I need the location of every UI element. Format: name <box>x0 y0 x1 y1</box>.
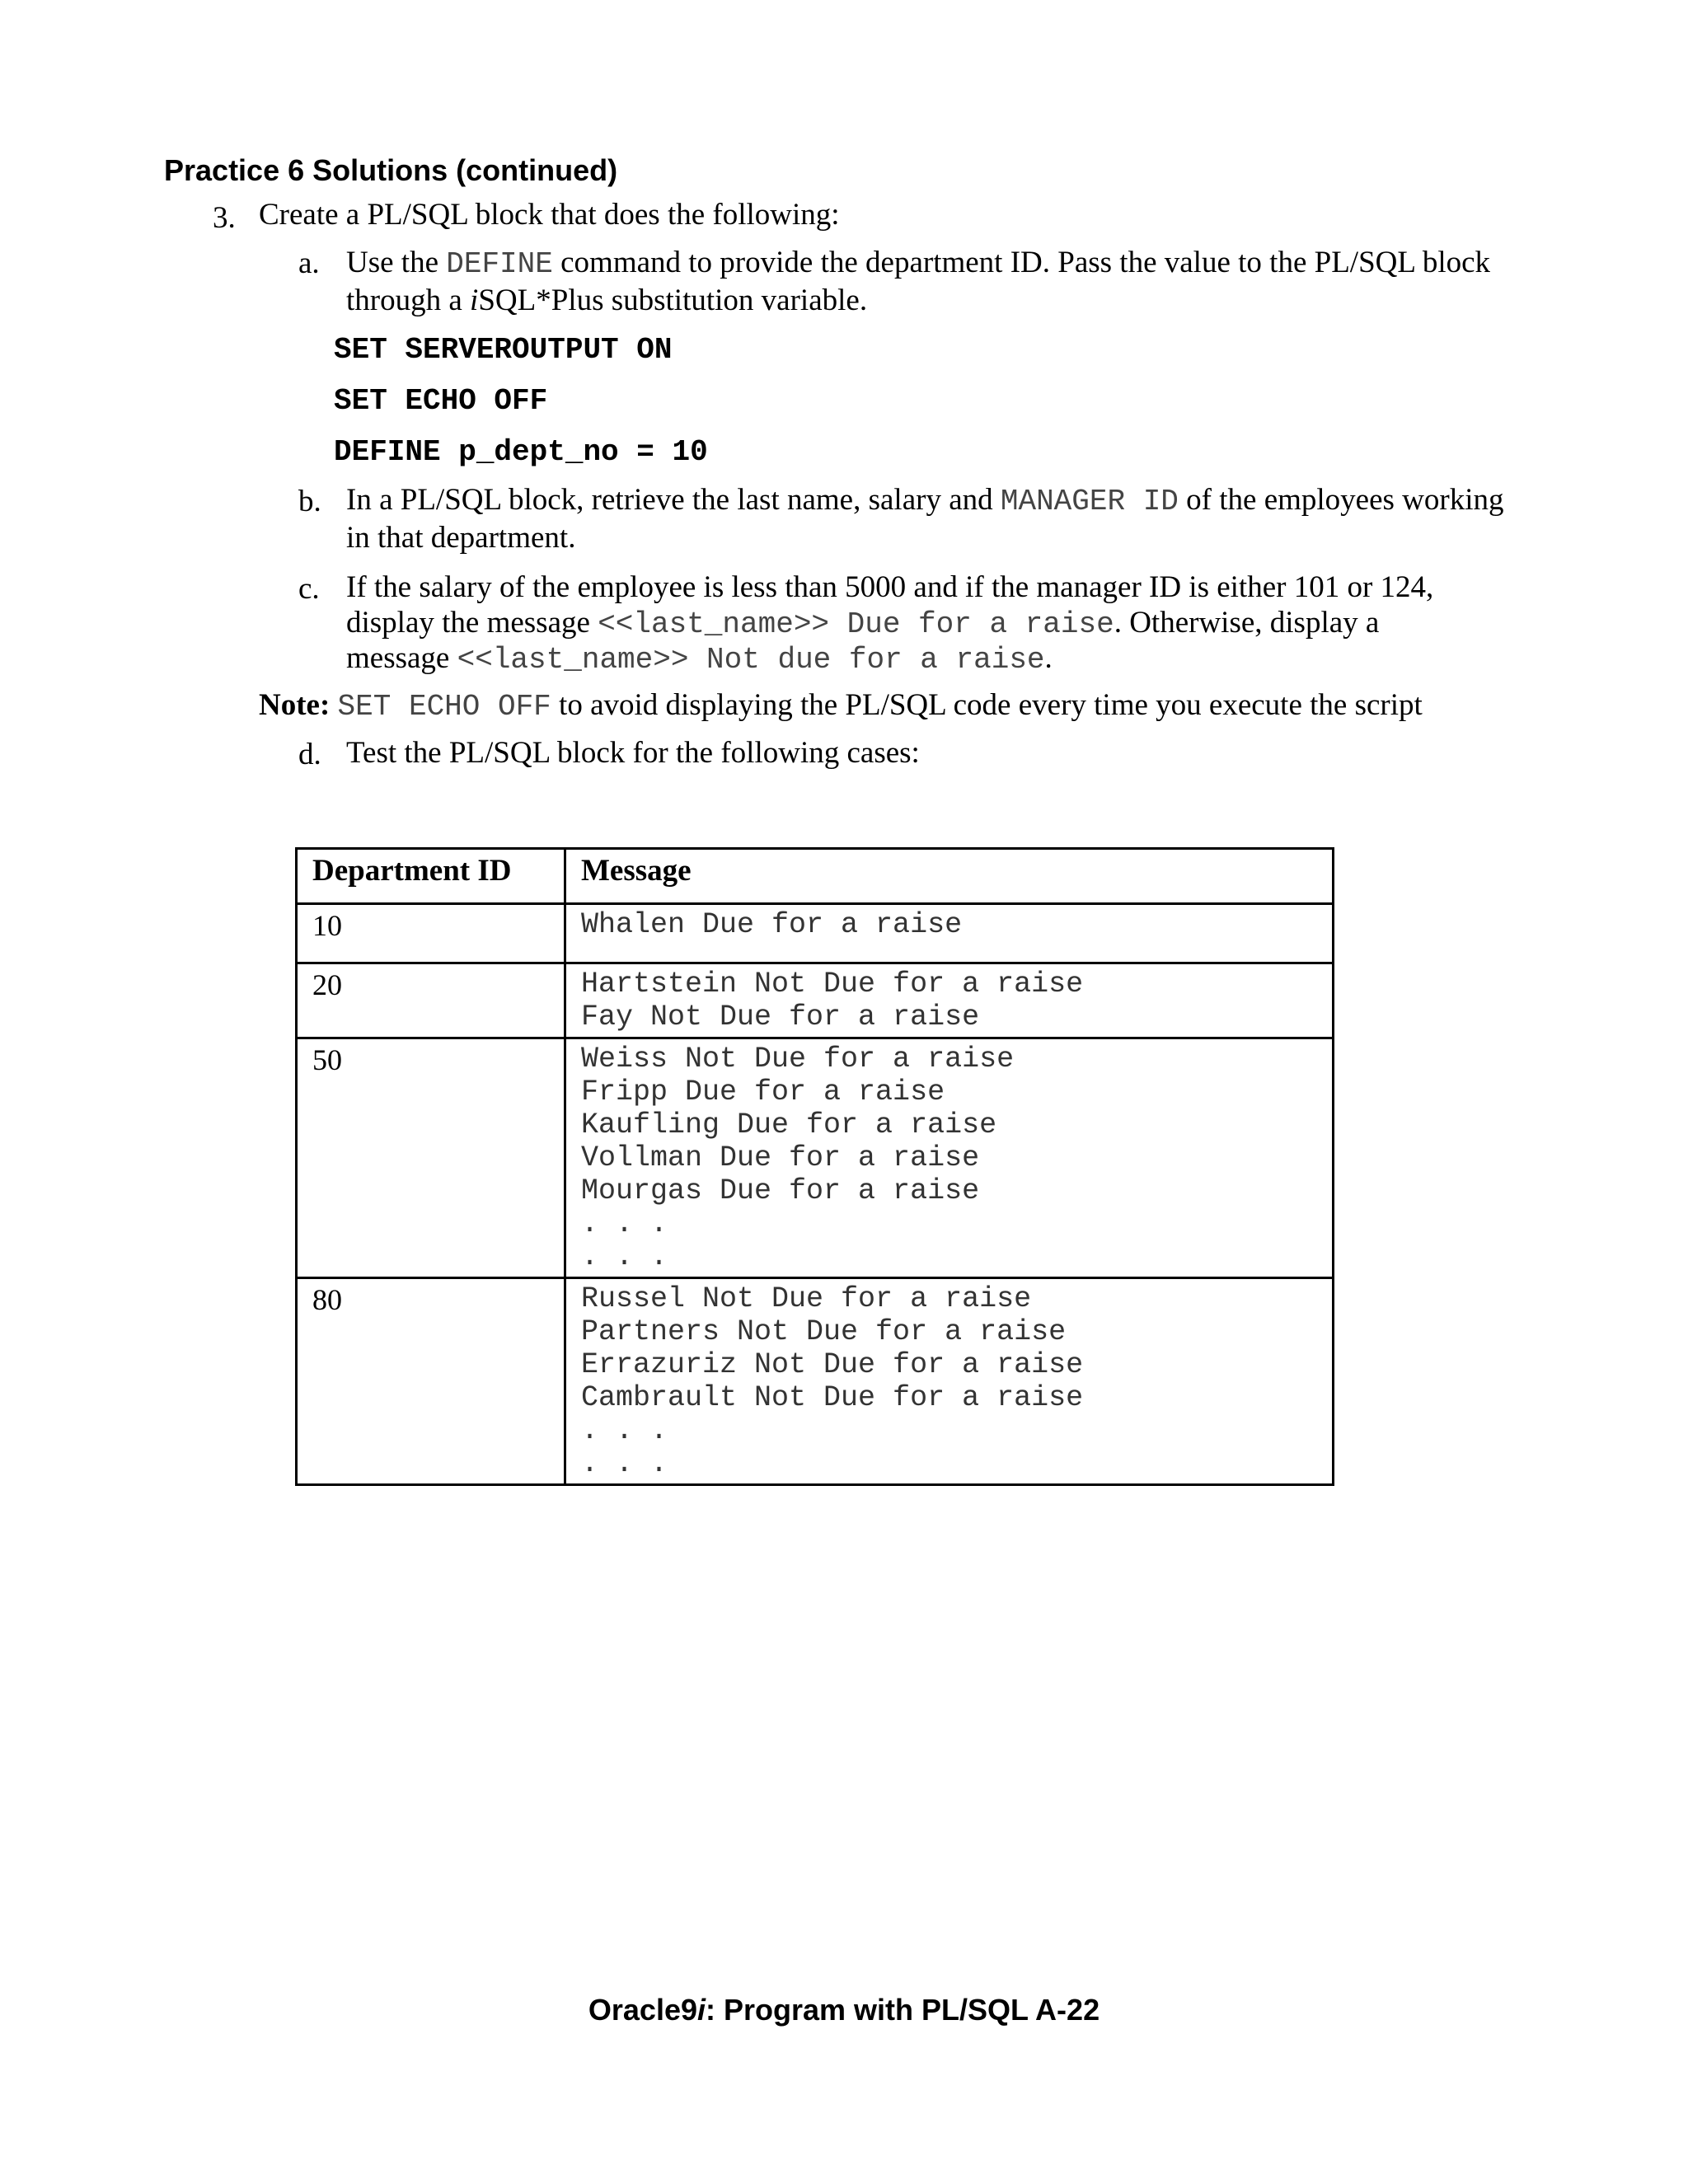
code-line: SET SERVEROUTPUT ON <box>334 333 673 367</box>
message-line: Whalen Due for a raise <box>581 908 963 941</box>
message-line: Partners Not Due for a raise <box>581 1315 1067 1348</box>
step-b-line2: in that department. <box>346 521 576 555</box>
item-text: Create a PL/SQL block that does the following: <box>259 198 840 232</box>
department-id-cell: 50 <box>297 1038 565 1278</box>
page-title: Practice 6 Solutions (continued) <box>164 153 618 187</box>
step-c-line3: message <<last_name>> Not due for a raise. <box>346 641 1053 677</box>
code-line: DEFINE p_dept_no = 10 <box>334 435 708 469</box>
department-id-cell: 80 <box>297 1278 565 1485</box>
message-line: Fay Not Due for a raise <box>581 1001 980 1033</box>
code-line: SET ECHO OFF <box>334 384 548 418</box>
department-id-cell: 20 <box>297 963 565 1038</box>
step-c-marker: c. <box>298 572 320 606</box>
message-cell <box>565 1278 1334 1485</box>
message-line: Hartstein Not Due for a raise <box>581 968 1084 1001</box>
step-d-marker: d. <box>298 738 321 771</box>
table-row <box>297 904 1334 963</box>
message-line: Cambrault Not Due for a raise <box>581 1381 1084 1414</box>
table-header-row <box>297 849 1334 904</box>
message-line: . . . <box>581 1447 668 1480</box>
message-line: Mourgas Due for a raise <box>581 1174 980 1207</box>
inline-code: MANAGER ID <box>1000 485 1179 518</box>
step-a-line2: through a iSQL*Plus substitution variable. <box>346 284 868 317</box>
inline-code: <<last_name>> Due for a raise <box>598 607 1114 641</box>
message-line: . . . <box>581 1240 668 1273</box>
note-line: Note: SET ECHO OFF to avoid displaying the PL/SQL code every time you execute the script <box>259 688 1423 724</box>
message-line: Kaufling Due for a raise <box>581 1108 997 1141</box>
department-id-cell: 10 <box>297 904 565 963</box>
column-header-message: Message <box>565 849 1334 904</box>
note-label: Note: <box>259 688 331 722</box>
table-row <box>297 963 1334 1038</box>
step-c-line1: If the salary of the employee is less than 5000 and if the manager ID is either 101 or 124, <box>346 570 1434 604</box>
message-line: Russel Not Due for a raise <box>581 1282 1032 1315</box>
table-row <box>297 1278 1334 1485</box>
item-number: 3. <box>213 201 236 235</box>
message-cell <box>565 963 1334 1038</box>
message-cell <box>565 1038 1334 1278</box>
message-line: . . . <box>581 1207 668 1240</box>
step-a-marker: a. <box>298 246 320 280</box>
step-a-line1: Use the DEFINE command to provide the department ID. Pass the value to the PL/SQL block <box>346 246 1491 281</box>
message-line: Vollman Due for a raise <box>581 1141 980 1174</box>
message-cell <box>565 904 1334 963</box>
message-line: Weiss Not Due for a raise <box>581 1043 1015 1076</box>
page-footer: Oracle9i: Program with PL/SQL A-22 <box>588 1993 1100 2027</box>
inline-code: SET ECHO OFF <box>337 690 551 724</box>
test-cases-table <box>295 847 1334 1486</box>
step-b-marker: b. <box>298 485 321 518</box>
message-line: . . . <box>581 1414 668 1447</box>
step-c-line2: display the message <<last_name>> Due for a raise. Otherwise, display a <box>346 606 1380 641</box>
inline-code: DEFINE <box>446 247 553 281</box>
column-header-department-id: Department ID <box>297 849 565 904</box>
step-b-line1: In a PL/SQL block, retrieve the last name, salary and MANAGER ID of the employees working <box>346 483 1504 518</box>
inline-code: <<last_name>> Not due for a raise <box>457 643 1045 677</box>
message-line: Errazuriz Not Due for a raise <box>581 1348 1084 1381</box>
step-d-text: Test the PL/SQL block for the following cases: <box>346 736 920 770</box>
message-line: Fripp Due for a raise <box>581 1076 945 1108</box>
table-row <box>297 1038 1334 1278</box>
